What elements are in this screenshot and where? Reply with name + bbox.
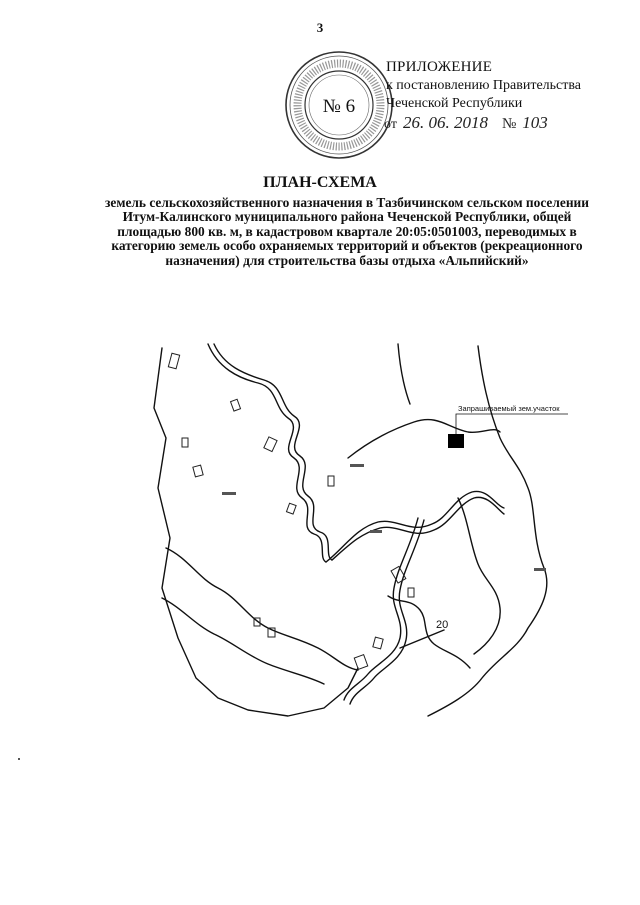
map-road-upper — [348, 420, 500, 458]
resolution-date: 26. 06. 2018 — [402, 113, 488, 132]
appendix-resolution-line: к постановлению Правительства — [386, 78, 582, 93]
map-boundary-left — [154, 348, 358, 716]
region-code-label: 20 — [436, 619, 449, 631]
stamp-number: № 6 — [322, 96, 356, 117]
requested-plot-marker — [448, 434, 464, 448]
resolution-date-row — [384, 113, 624, 139]
appendix-block — [386, 58, 626, 113]
date-prefix: от — [384, 117, 397, 132]
scan-mark — [18, 758, 20, 760]
appendix-republic-line: Чеченской Республики — [386, 96, 523, 111]
map-river-upper — [208, 344, 326, 562]
appendix-title: ПРИЛОЖЕНИЕ — [386, 59, 493, 75]
requested-plot-label: Запрашиваемый зем.участок — [458, 404, 560, 413]
document-description: земель сельскохозяйственного назначения в Тазбичинском сельском поселении Итум-Калинского муниципального района Чеченской Республики, общей площадью 800 кв. м, в кадастровом квартале 20:05:0501003, переводимых в категорию земель особо охраняемых территорий и объектов (рекреационного назначения) для строительства базы отдыха «Альпийский» — [105, 195, 589, 268]
page-number: 3 — [316, 20, 324, 35]
map-road-lower-left — [166, 548, 358, 670]
official-stamp-seal — [284, 50, 394, 160]
number-label: № — [501, 116, 517, 132]
plan-scheme-map — [148, 338, 600, 728]
document-heading: ПЛАН-СХЕМА — [263, 174, 377, 191]
resolution-number: 103 — [522, 113, 548, 132]
